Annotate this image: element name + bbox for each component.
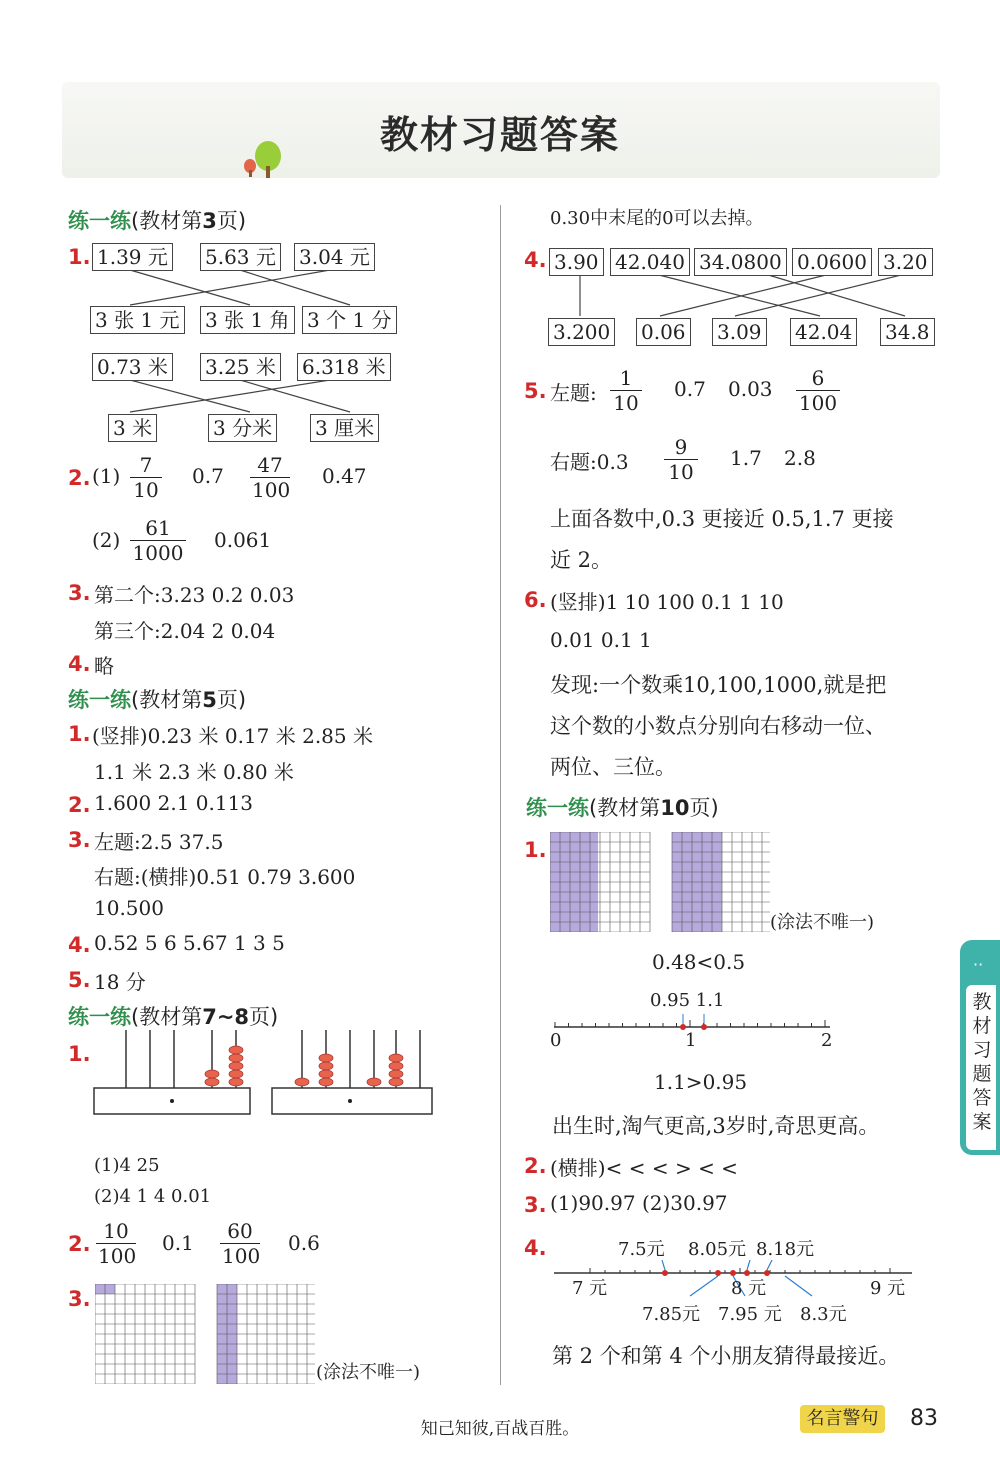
fraction: $\frac{47}{100}$: [252, 453, 291, 502]
answer-line: 第 2 个和第 4 个小朋友猜得最接近。: [552, 1344, 900, 1368]
number-line-label: 8.3元: [800, 1304, 847, 1325]
question-number: 6.: [524, 588, 547, 612]
section-heading: 练一练(教材第3页): [68, 209, 247, 233]
question-number: 4.: [524, 1236, 547, 1260]
answer-value: 0.47: [322, 464, 367, 488]
question-number: 4.: [524, 248, 547, 272]
match-box: 42.04: [790, 318, 857, 346]
page-number: 83: [910, 1406, 938, 1431]
match-box: 3.25 米: [200, 353, 281, 381]
footer-motto: 知己知彼,百战百胜。: [420, 1419, 580, 1439]
number-line-tick: 8 元: [731, 1278, 767, 1299]
question-number: 4.: [68, 652, 91, 676]
answer-line: 0.52 5 6 5.67 1 3 5: [94, 931, 285, 955]
answer-label: 右题:0.3: [550, 450, 629, 474]
answer-line: (竖排)0.23 米 0.17 米 2.85 米: [92, 724, 373, 748]
answer-label: (1): [92, 464, 121, 488]
question-number: 5.: [68, 968, 91, 992]
question-number: 5.: [524, 379, 547, 403]
section-heading: 练一练(教材第10页): [526, 796, 719, 820]
answer-line: 两位、三位。: [550, 755, 676, 779]
side-tab-label: 教材习题答案: [972, 991, 992, 1133]
tree-icon: [240, 140, 285, 182]
answer-line: 左题:2.5 37.5: [94, 830, 224, 854]
question-number: 4.: [68, 933, 91, 957]
answer-line: 第三个:2.04 2 0.04: [94, 619, 276, 643]
match-box: 3.90: [549, 248, 604, 276]
match-box: 6.318 米: [297, 353, 391, 381]
question-number: 3.: [524, 1193, 547, 1217]
match-box: 0.06: [636, 318, 691, 346]
match-box: 3.20: [878, 248, 933, 276]
number-line-label: 7.85元: [642, 1304, 701, 1325]
question-number: 1.: [68, 722, 91, 746]
fraction: $\frac{1}{10}$: [610, 366, 642, 415]
question-number: 2.: [68, 466, 91, 490]
fraction: $\frac{61}{1000}$: [130, 516, 186, 565]
fraction: $\frac{60}{100}$: [222, 1219, 261, 1268]
match-box: 3 分米: [208, 414, 277, 442]
footer-tag: 名言警句: [800, 1405, 885, 1433]
answer-line: (1)90.97 (2)30.97: [550, 1191, 728, 1215]
answer-line: 0.01 0.1 1: [550, 628, 652, 652]
question-number: 2.: [524, 1154, 547, 1178]
answer-line: 这个数的小数点分别向右移动一位、: [550, 714, 886, 738]
answer-value: 2.8: [784, 446, 816, 470]
answer-line: (1)4 25: [94, 1155, 160, 1176]
answer-line: 上面各数中,0.3 更接近 0.5,1.7 更接: [550, 507, 894, 531]
number-line-tick: 7 元: [572, 1278, 608, 1299]
answer-value: 0.6: [288, 1231, 320, 1255]
number-line-tick: 0: [550, 1030, 562, 1051]
answer-value: 0.061: [214, 528, 272, 552]
question-number: 2.: [68, 793, 91, 817]
answer-line: 1.1>0.95: [654, 1070, 748, 1094]
answer-line: 发现:一个数乘10,100,1000,就是把: [550, 673, 887, 697]
question-number: 3.: [68, 828, 91, 852]
number-line-tick: 2: [821, 1030, 833, 1051]
number-line-label: 7.95 元: [718, 1304, 782, 1325]
answer-value: 0.1: [162, 1231, 194, 1255]
question-number: 1.: [524, 838, 547, 862]
number-line-tick: 1: [685, 1030, 697, 1051]
answer-line: 0.48<0.5: [652, 950, 746, 974]
column-divider: [500, 205, 501, 1385]
matching-lines: [550, 270, 930, 320]
answer-line: 略: [94, 654, 114, 678]
note-text: (涂法不唯一): [770, 912, 875, 933]
grid-shading-diagram: [95, 1284, 315, 1384]
answer-value: 1.7: [730, 446, 762, 470]
fraction: $\frac{6}{100}$: [796, 366, 840, 415]
answer-line: 1.600 2.1 0.113: [94, 791, 254, 815]
fraction: $\frac{7}{10}$: [130, 453, 162, 502]
match-box: 3 米: [108, 414, 157, 442]
answer-line: 近 2。: [550, 548, 613, 572]
match-box: 34.0800: [694, 248, 787, 276]
fraction: $\frac{9}{10}$: [664, 435, 698, 484]
answer-line: 第二个:3.23 0.2 0.03: [94, 583, 295, 607]
abacus-diagram: [90, 1030, 450, 1148]
answer-line: 10.500: [94, 896, 164, 920]
match-box: 3 张 1 元: [90, 306, 185, 334]
match-box: 3 个 1 分: [302, 306, 397, 334]
answer-line: 18 分: [94, 970, 146, 994]
match-box: 3.09: [712, 318, 767, 346]
answer-value: 0.7: [674, 377, 706, 401]
match-box: 42.040: [610, 248, 690, 276]
answer-line: 1.1 米 2.3 米 0.80 米: [94, 760, 294, 784]
match-box: 34.8: [880, 318, 935, 346]
match-box: 3 张 1 角: [200, 306, 295, 334]
number-line-label: 8.05元: [688, 1239, 747, 1260]
answer-line: (竖排)1 10 100 0.1 1 10: [550, 590, 784, 614]
match-box: 0.73 米: [92, 353, 173, 381]
page-title: 教材习题答案: [379, 113, 620, 157]
question-number: 3.: [68, 581, 91, 605]
question-number: 1.: [68, 245, 91, 269]
answer-label: 左题:: [550, 381, 597, 405]
match-box: 1.39 元: [92, 243, 173, 271]
number-line-label: 7.5元: [618, 1239, 665, 1260]
answer-line: 0.30中末尾的0可以去掉。: [550, 208, 764, 229]
answer-value: 0.03: [728, 377, 773, 401]
match-box: 5.63 元: [200, 243, 281, 271]
match-box: 3.200: [548, 318, 615, 346]
match-box: 3.04 元: [294, 243, 375, 271]
answer-line: (2)4 1 4 0.01: [94, 1186, 212, 1207]
number-line-label: 0.95 1.1: [650, 990, 725, 1011]
number-line-label: 8.18元: [756, 1239, 815, 1260]
answer-line: 右题:(横排)0.51 0.79 3.600: [94, 865, 356, 889]
fraction: $\frac{10}{100}$: [98, 1219, 137, 1268]
section-heading: 练一练(教材第5页): [68, 688, 247, 712]
question-number: 2.: [68, 1232, 91, 1256]
answer-value: 0.7: [192, 464, 224, 488]
match-box: 0.0600: [792, 248, 872, 276]
answer-line: 出生时,淘气更高,3岁时,奇思更高。: [552, 1114, 880, 1138]
section-heading: 练一练(教材第7~8页): [68, 1005, 279, 1029]
note-text: (涂法不唯一): [316, 1362, 421, 1383]
grid-shading-diagram: [550, 832, 770, 932]
question-number: 3.: [68, 1287, 91, 1311]
answer-label: (2): [92, 528, 121, 552]
number-line-tick: 9 元: [870, 1278, 906, 1299]
answer-line: (横排)< < < > < <: [550, 1156, 738, 1180]
face-icon: ··: [973, 955, 984, 974]
question-number: 1.: [68, 1042, 91, 1066]
match-box: 3 厘米: [310, 414, 379, 442]
